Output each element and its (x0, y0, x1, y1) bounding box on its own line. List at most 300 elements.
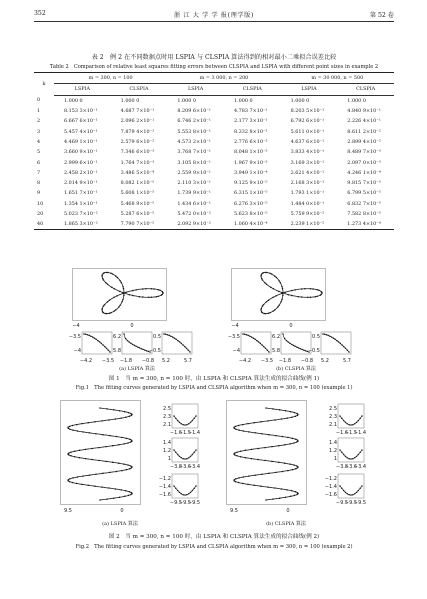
data-point (70, 455, 72, 457)
zoom-x-tick: −3.5 (101, 358, 115, 364)
data-point (108, 419, 110, 421)
zoom-data-point (108, 349, 110, 351)
zoom-data-point (341, 418, 343, 420)
data-point (268, 434, 270, 436)
data-point (70, 451, 72, 453)
data-point (118, 306, 120, 308)
data-point (278, 280, 280, 282)
zoom-x-tick: −9.5 (335, 500, 349, 506)
data-point (296, 441, 298, 443)
data-point (151, 296, 153, 298)
data-point (242, 424, 244, 426)
data-point (295, 468, 297, 470)
error-cell: 2.579 6×10⁻² (120, 138, 155, 145)
data-point (275, 435, 277, 437)
iteration-cell: 8 (37, 180, 41, 187)
data-point (262, 279, 264, 281)
error-cell: 5.759 9×10⁻² (290, 211, 325, 217)
data-point (113, 297, 115, 299)
zoom-data-point (341, 344, 343, 346)
zoom-data-point (261, 344, 263, 346)
error-cell: 8.209 6×10⁻¹ (177, 108, 211, 115)
method-header: CLSPIA (224, 84, 281, 95)
x-tick-label: 0 (286, 508, 290, 514)
error-cell: 2.014 9×10⁻¹ (64, 180, 98, 187)
data-point (103, 305, 105, 307)
zoom-inset-frame (162, 332, 192, 354)
error-cell: 5.623 8×10⁻⁵ (233, 211, 268, 217)
data-point (238, 429, 240, 431)
zoom-y-tick: 5.8 (272, 348, 280, 354)
table-row (34, 147, 394, 157)
data-point (247, 484, 249, 486)
figure1-b-plot (227, 268, 361, 370)
zoom-data-point (341, 452, 343, 454)
data-point (118, 462, 120, 464)
data-point (310, 296, 312, 298)
zoom-x-tick: 5.2 (162, 358, 170, 364)
data-point (114, 310, 116, 312)
data-point (82, 431, 84, 433)
data-point (293, 464, 295, 466)
zoom-data-point (361, 485, 363, 487)
data-point (69, 478, 71, 480)
data-point (101, 486, 103, 488)
zoom-data-point (300, 348, 302, 350)
zoom-y-tick: 2.5 (329, 406, 337, 412)
data-point (130, 494, 132, 496)
data-point (68, 454, 70, 456)
error-cell: 1.273 4×10⁻⁴ (337, 219, 394, 230)
zoom-y-tick: −0.5 (148, 348, 161, 354)
table-row (34, 95, 394, 106)
figure2-panel-a (60, 400, 210, 515)
zoom-data-point (141, 348, 143, 350)
data-point (271, 461, 273, 463)
error-cell: 7.582 8×10⁻⁵ (347, 211, 381, 217)
zoom-data-point (358, 454, 360, 456)
zoom-data-point (179, 422, 181, 424)
zoom-data-point (350, 424, 352, 426)
zoom-x-tick: −9.5 (344, 500, 358, 506)
data-point (104, 313, 106, 315)
data-point (129, 439, 131, 441)
zoom-y-tick: −1.6 (324, 492, 337, 498)
figure2-caption-en: Fig.2 The fitting curves generated by LSPIA and CLSPIA algorithm when m = 300, n = 100 (example 2) (75, 544, 353, 550)
data-point (281, 286, 283, 288)
zoom-data-point (301, 349, 303, 351)
data-point (69, 426, 71, 428)
data-point (274, 275, 276, 277)
zoom-data-point (144, 349, 146, 351)
error-cell: 2.110 3×10⁻¹ (177, 180, 211, 187)
zoom-data-point (350, 494, 352, 496)
data-point (119, 410, 121, 412)
error-cell: 3.169 3×10⁻¹ (290, 159, 325, 166)
zoom-data-point (347, 349, 349, 351)
error-cell: 6.832 7×10⁻⁵ (347, 200, 381, 207)
error-cell: 3.833 4×10⁻¹ (290, 149, 325, 156)
zoom-y-tick: 1 (333, 456, 337, 462)
data-point (264, 282, 266, 284)
zoom-data-point (134, 345, 136, 347)
data-point (242, 483, 244, 485)
figure1-panel-b (227, 268, 361, 370)
data-point (282, 294, 284, 296)
data-point (236, 455, 238, 457)
iteration-cell: 0 (37, 97, 41, 104)
data-point (115, 275, 117, 277)
zoom-y-tick: −4 (73, 348, 81, 354)
error-cell: 1.484 0×10⁻¹ (290, 200, 325, 207)
zoom-data-point (130, 343, 132, 345)
data-point (294, 289, 296, 291)
error-cell: 5.472 0×10⁻² (177, 211, 211, 217)
data-point (94, 485, 96, 487)
zoom-data-point (345, 422, 347, 424)
zoom-data-point (354, 423, 356, 425)
data-point (272, 297, 274, 299)
data-point (69, 428, 71, 430)
data-point (102, 278, 104, 280)
figure2-caption-cn: 图 2 当 m = 300, n = 100 时，由 LSPIA 和 CLSPIA 算法生成的拟合曲线(例 2) (108, 534, 320, 540)
table-row (34, 126, 394, 136)
data-point (240, 456, 242, 458)
group-header: m = 300, n = 100 (54, 73, 167, 84)
zoom-data-point (265, 348, 267, 350)
data-point (260, 309, 262, 311)
data-point (260, 275, 262, 277)
zoom-x-tick: −3.5 (260, 358, 274, 364)
zoom-y-tick: 6.2 (272, 334, 280, 340)
zoom-data-point (343, 346, 345, 348)
zoom-data-point (296, 346, 298, 348)
figure1-panel-a (68, 268, 202, 370)
data-point (112, 445, 114, 447)
zoom-data-point (284, 338, 286, 340)
zoom-y-tick: 1.2 (329, 448, 337, 454)
page-header (34, 9, 394, 22)
data-point (262, 273, 264, 275)
zoom-data-point (246, 334, 248, 336)
data-point (298, 296, 300, 298)
data-point (91, 459, 93, 461)
zoom-y-tick: 5.8 (113, 348, 121, 354)
table-row (34, 116, 394, 126)
data-point (125, 490, 127, 492)
data-point (107, 284, 109, 286)
data-point (101, 275, 103, 277)
k-header: k (34, 73, 54, 96)
fitted-curve (102, 272, 163, 313)
data-point (281, 488, 283, 490)
data-point (274, 419, 276, 421)
zoom-data-point (326, 334, 328, 336)
data-point (74, 456, 76, 458)
data-point (85, 449, 87, 451)
data-point (278, 445, 280, 447)
zoom-data-point (173, 449, 175, 451)
zoom-data-point (177, 490, 179, 492)
error-cell: 7.879 4×10⁻² (120, 128, 155, 135)
data-point (148, 297, 150, 299)
error-cell: 8.082 1×10⁻⁵ (120, 180, 155, 187)
zoom-y-tick: 0.5 (153, 334, 161, 340)
data-point (122, 293, 124, 295)
figure2-b-plot (226, 400, 376, 515)
data-point (103, 273, 105, 275)
zoom-data-point (359, 418, 361, 420)
zoom-data-point (253, 337, 255, 339)
data-point (275, 295, 277, 297)
data-point (294, 495, 296, 497)
zoom-data-point (182, 494, 184, 496)
zoom-x-tick: −1.4 (187, 430, 201, 436)
data-point (124, 496, 126, 498)
error-cell: 1.739 9×10⁻¹ (177, 190, 211, 197)
error-cell: 2.097 0×10⁻³ (347, 159, 381, 166)
method-header: LSPIA (54, 84, 111, 95)
zoom-curve (124, 334, 150, 352)
error-cell: 1.434 6×10⁻¹ (177, 200, 211, 207)
data-point (278, 462, 280, 464)
data-point (275, 472, 277, 474)
zoom-data-point (167, 334, 169, 336)
zoom-data-point (182, 344, 184, 346)
zoom-y-tick: 2.3 (163, 414, 171, 420)
zoom-data-point (345, 492, 347, 494)
zoom-data-point (188, 493, 190, 495)
zoom-inset-frame (241, 332, 271, 354)
data-point (121, 470, 123, 472)
data-point (132, 290, 134, 292)
data-point (282, 288, 284, 290)
data-point (119, 280, 121, 282)
error-cell: 1.793 1×10⁻¹ (290, 190, 325, 197)
zoom-data-point (90, 335, 92, 337)
zoom-data-point (291, 344, 293, 346)
data-point (104, 304, 106, 306)
zoom-data-point (184, 494, 186, 496)
data-point (87, 422, 89, 424)
zoom-data-point (352, 494, 354, 496)
table-row (34, 137, 394, 147)
error-cell: 1.000 0 (290, 97, 310, 104)
zoom-data-point (127, 340, 129, 342)
table-caption-en: Table 2 Comparison of relative least squares fitting errors between CLSPIA and LSPIA with different point sizes in example 2 (49, 64, 379, 70)
data-point (265, 499, 267, 501)
data-point (279, 409, 281, 411)
zoom-data-point (359, 452, 361, 454)
zoom-x-tick: −1.4 (353, 430, 367, 436)
method-header: LSPIA (167, 84, 224, 95)
data-point (161, 291, 163, 293)
data-point (135, 289, 137, 291)
data-point (282, 471, 284, 473)
error-cell: 4.573 2×10⁻¹ (177, 138, 211, 145)
table-row (34, 188, 394, 198)
iteration-cell: 5 (37, 149, 41, 156)
data-point (273, 310, 275, 312)
zoom-data-point (182, 458, 184, 460)
data-point (295, 439, 297, 441)
figure2-panel-b (226, 400, 376, 515)
zoom-data-point (348, 494, 350, 496)
zoom-data-point (179, 492, 181, 494)
error-cell: 7.346 6×10⁻³ (120, 149, 155, 156)
error-cell: 1.000 0 (233, 97, 253, 104)
data-point (281, 299, 283, 301)
error-cell: 9.815 7×10⁻⁵ (347, 180, 381, 187)
error-cell: 4.687 7×10⁻¹ (120, 108, 155, 115)
data-point (117, 277, 119, 279)
zoom-y-tick: −4 (232, 348, 240, 354)
data-point (262, 305, 264, 307)
zoom-data-point (348, 458, 350, 460)
data-point (87, 485, 89, 487)
data-point (105, 461, 107, 463)
data-point (72, 429, 74, 431)
data-point (234, 454, 236, 456)
zoom-data-point (139, 347, 141, 349)
data-point (120, 282, 122, 284)
data-point (265, 407, 267, 409)
fitted-curve (234, 408, 298, 500)
zoom-data-point (359, 488, 361, 490)
data-point (276, 277, 278, 279)
data-point (81, 423, 83, 425)
zoom-data-point (268, 351, 270, 353)
data-point (107, 272, 109, 274)
data-point (271, 446, 273, 448)
error-cell: 2.177 3×10⁻¹ (233, 118, 268, 125)
data-point (91, 448, 93, 450)
data-point (113, 409, 115, 411)
table-row (34, 157, 394, 167)
figure1-a-plot (68, 268, 202, 370)
error-cell: 2.899 4×10⁻² (347, 138, 381, 145)
data-point (280, 301, 282, 303)
zoom-data-point (336, 340, 338, 342)
data-point (69, 481, 71, 483)
data-point (281, 418, 283, 420)
zoom-y-tick: −1.2 (158, 476, 171, 482)
zoom-data-point (181, 493, 183, 495)
zoom-y-tick: 6.2 (113, 334, 121, 340)
data-point (260, 485, 262, 487)
data-point (254, 432, 256, 434)
data-point (151, 288, 153, 290)
data-point (131, 467, 133, 469)
zoom-data-point (175, 418, 177, 420)
data-point (265, 313, 267, 315)
zoom-data-point (88, 335, 90, 337)
zoom-data-point (298, 347, 300, 349)
zoom-data-point (186, 494, 188, 496)
group-header: m = 3 000, n = 200 (167, 73, 280, 84)
iteration-cell: 1 (37, 108, 41, 115)
zoom-x-tick: −1.5 (344, 430, 358, 436)
data-point (112, 462, 114, 464)
error-cell: 5.457 4×10⁻¹ (64, 128, 98, 135)
data-point (116, 295, 118, 297)
data-point (132, 295, 134, 297)
x-tick-label: 0 (289, 323, 293, 329)
iteration-cell: 3 (37, 128, 41, 135)
zoom-data-point (260, 343, 262, 345)
data-point (106, 408, 108, 410)
zoom-x-tick: −3.8 (169, 464, 183, 470)
error-cell: 9.125 9×10⁻⁵ (233, 180, 268, 187)
data-point (292, 469, 294, 471)
journal-name: 浙 江 大 学 学 报(理学版) (174, 12, 254, 19)
zoom-data-point (193, 488, 195, 490)
error-cell: 8.203 5×10⁻¹ (290, 108, 325, 115)
error-cell: 5.608 1×10⁻⁵ (120, 190, 155, 197)
data-point (297, 415, 299, 417)
zoom-data-point (195, 449, 197, 451)
zoom-curve (323, 334, 349, 352)
zoom-x-tick: −1.5 (178, 430, 192, 436)
data-point (145, 288, 147, 290)
zoom-y-tick: 1.2 (163, 448, 171, 454)
data-point (129, 468, 131, 470)
data-point (116, 436, 118, 438)
data-point (251, 458, 253, 460)
iteration-cell: 9 (37, 190, 41, 197)
iteration-cell: 10 (37, 200, 44, 207)
data-point (77, 476, 79, 478)
zoom-data-point (179, 456, 181, 458)
zoom-data-point (358, 420, 360, 422)
zoom-data-point (327, 335, 329, 337)
data-point (238, 477, 240, 479)
data-point (105, 446, 107, 448)
data-point (251, 449, 253, 451)
zoom-data-point (251, 336, 253, 338)
zoom-y-tick: −3.5 (227, 334, 240, 340)
data-point (289, 443, 291, 445)
zoom-data-point (186, 348, 188, 350)
zoom-data-point (267, 349, 269, 351)
data-point (295, 416, 297, 418)
error-cell: 6.792 6×10⁻¹ (290, 118, 325, 125)
zoom-x-tick: 5.2 (321, 358, 329, 364)
error-cell: 1.354 1×10⁻¹ (64, 200, 98, 207)
zoom-y-tick: −1.4 (158, 484, 171, 490)
data-point (103, 312, 105, 314)
error-cell: 4.783 7×10⁻¹ (233, 108, 268, 115)
zoom-x-tick: −3.4 (353, 464, 367, 470)
zoom-y-tick: 0.5 (312, 334, 320, 340)
data-point (291, 290, 293, 292)
data-point (287, 470, 289, 472)
zoom-data-point (361, 449, 363, 451)
data-point (88, 474, 90, 476)
data-point (320, 291, 322, 293)
data-point (272, 498, 274, 500)
zoom-x-tick: −1.8 (278, 358, 292, 364)
data-point (79, 450, 81, 452)
zoom-data-point (345, 348, 347, 350)
data-point (158, 296, 160, 298)
error-cell: 8.153 3×10⁻¹ (64, 108, 98, 115)
zoom-data-point (109, 351, 111, 353)
zoom-data-point (125, 338, 127, 340)
zoom-y-tick: −3.5 (68, 334, 81, 340)
data-point (103, 279, 105, 281)
x-tick-label: 9.5 (230, 508, 238, 514)
